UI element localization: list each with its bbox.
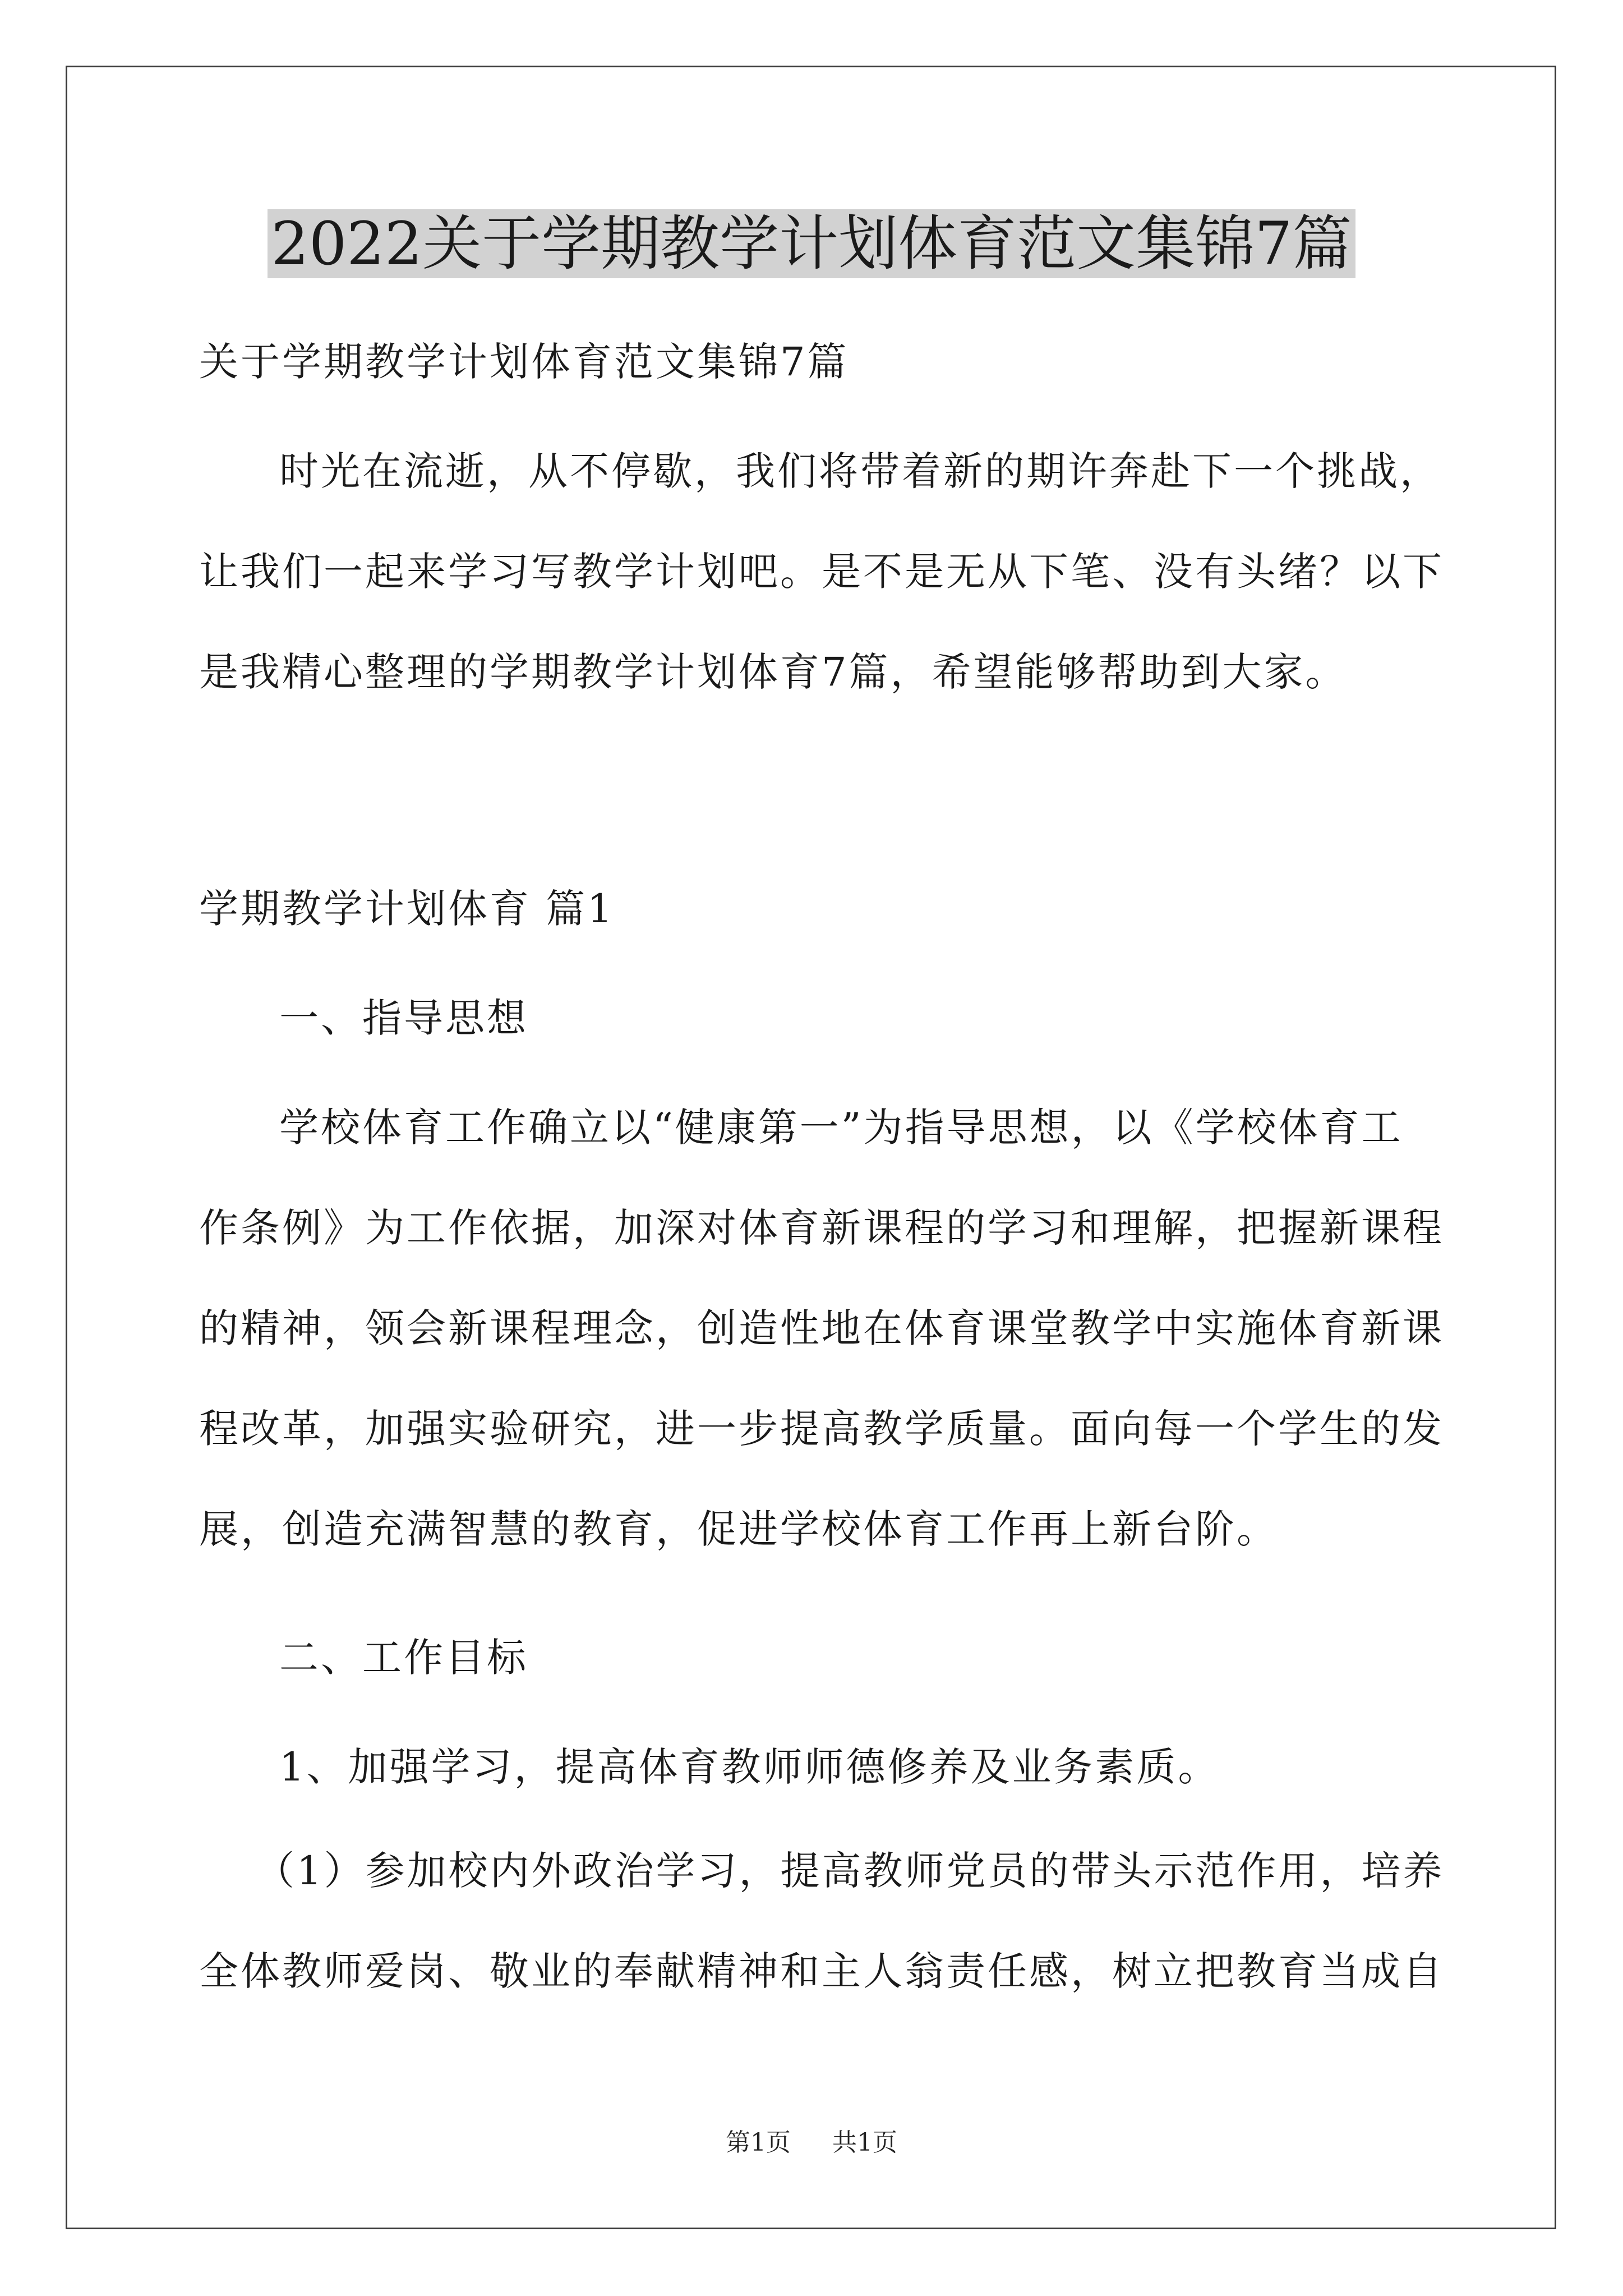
guiding-ideology-paragraph — [199, 1099, 1444, 1602]
section-heading: 学期教学计划体育 篇1 — [199, 886, 615, 932]
goal-item-1: 1、加强学习，提高体育教师师德修养及业务素质。 — [279, 1744, 1220, 1790]
intro-line: 时光在流逝，从不停歇，我们将带着新的期许奔赴下一个挑战， — [279, 448, 1441, 494]
paragraph-line: 作条例》为工作依据，加深对体育新课程的学习和理解，把握新课程 — [199, 1205, 1444, 1251]
goal-item-1-detail — [199, 1843, 1445, 2044]
intro-paragraph — [199, 443, 1444, 744]
document-title-text: 2022关于学期教学计划体育范文集锦7篇 — [268, 209, 1355, 278]
heading-work-goals: 二、工作目标 — [279, 1635, 528, 1681]
page-footer — [0, 2126, 1623, 2160]
intro-line: 是我精心整理的学期教学计划体育7篇，希望能够帮助到大家。 — [199, 649, 1347, 695]
intro-line: 让我们一起来学习写教学计划吧。是不是无从下笔、没有头绪？以下 — [199, 549, 1444, 595]
paragraph-line: （1）参加校内外政治学习，提高教师党员的带头示范作用，培养 — [255, 1848, 1445, 1894]
page-total: 共1页 — [832, 2128, 897, 2157]
paragraph-line: 的精神，领会新课程理念，创造性地在体育课堂教学中实施体育新课 — [199, 1305, 1444, 1351]
document-subtitle: 关于学期教学计划体育范文集锦7篇 — [199, 339, 849, 385]
heading-guiding-ideology: 一、指导思想 — [279, 995, 528, 1041]
paragraph-line: 程改革，加强实验研究，进一步提高教学质量。面向每一个学生的发 — [199, 1406, 1444, 1452]
page-number: 第1页 — [726, 2128, 791, 2157]
paragraph-line: 全体教师爱岗、敬业的奉献精神和主人翁责任感，树立把教育当成自 — [199, 1948, 1444, 1994]
paragraph-line: 学校体育工作确立以“健康第一”为指导思想，以《学校体育工 — [279, 1105, 1403, 1151]
document-title — [0, 205, 1623, 283]
paragraph-line: 展，创造充满智慧的教育，促进学校体育工作再上新台阶。 — [199, 1506, 1278, 1552]
